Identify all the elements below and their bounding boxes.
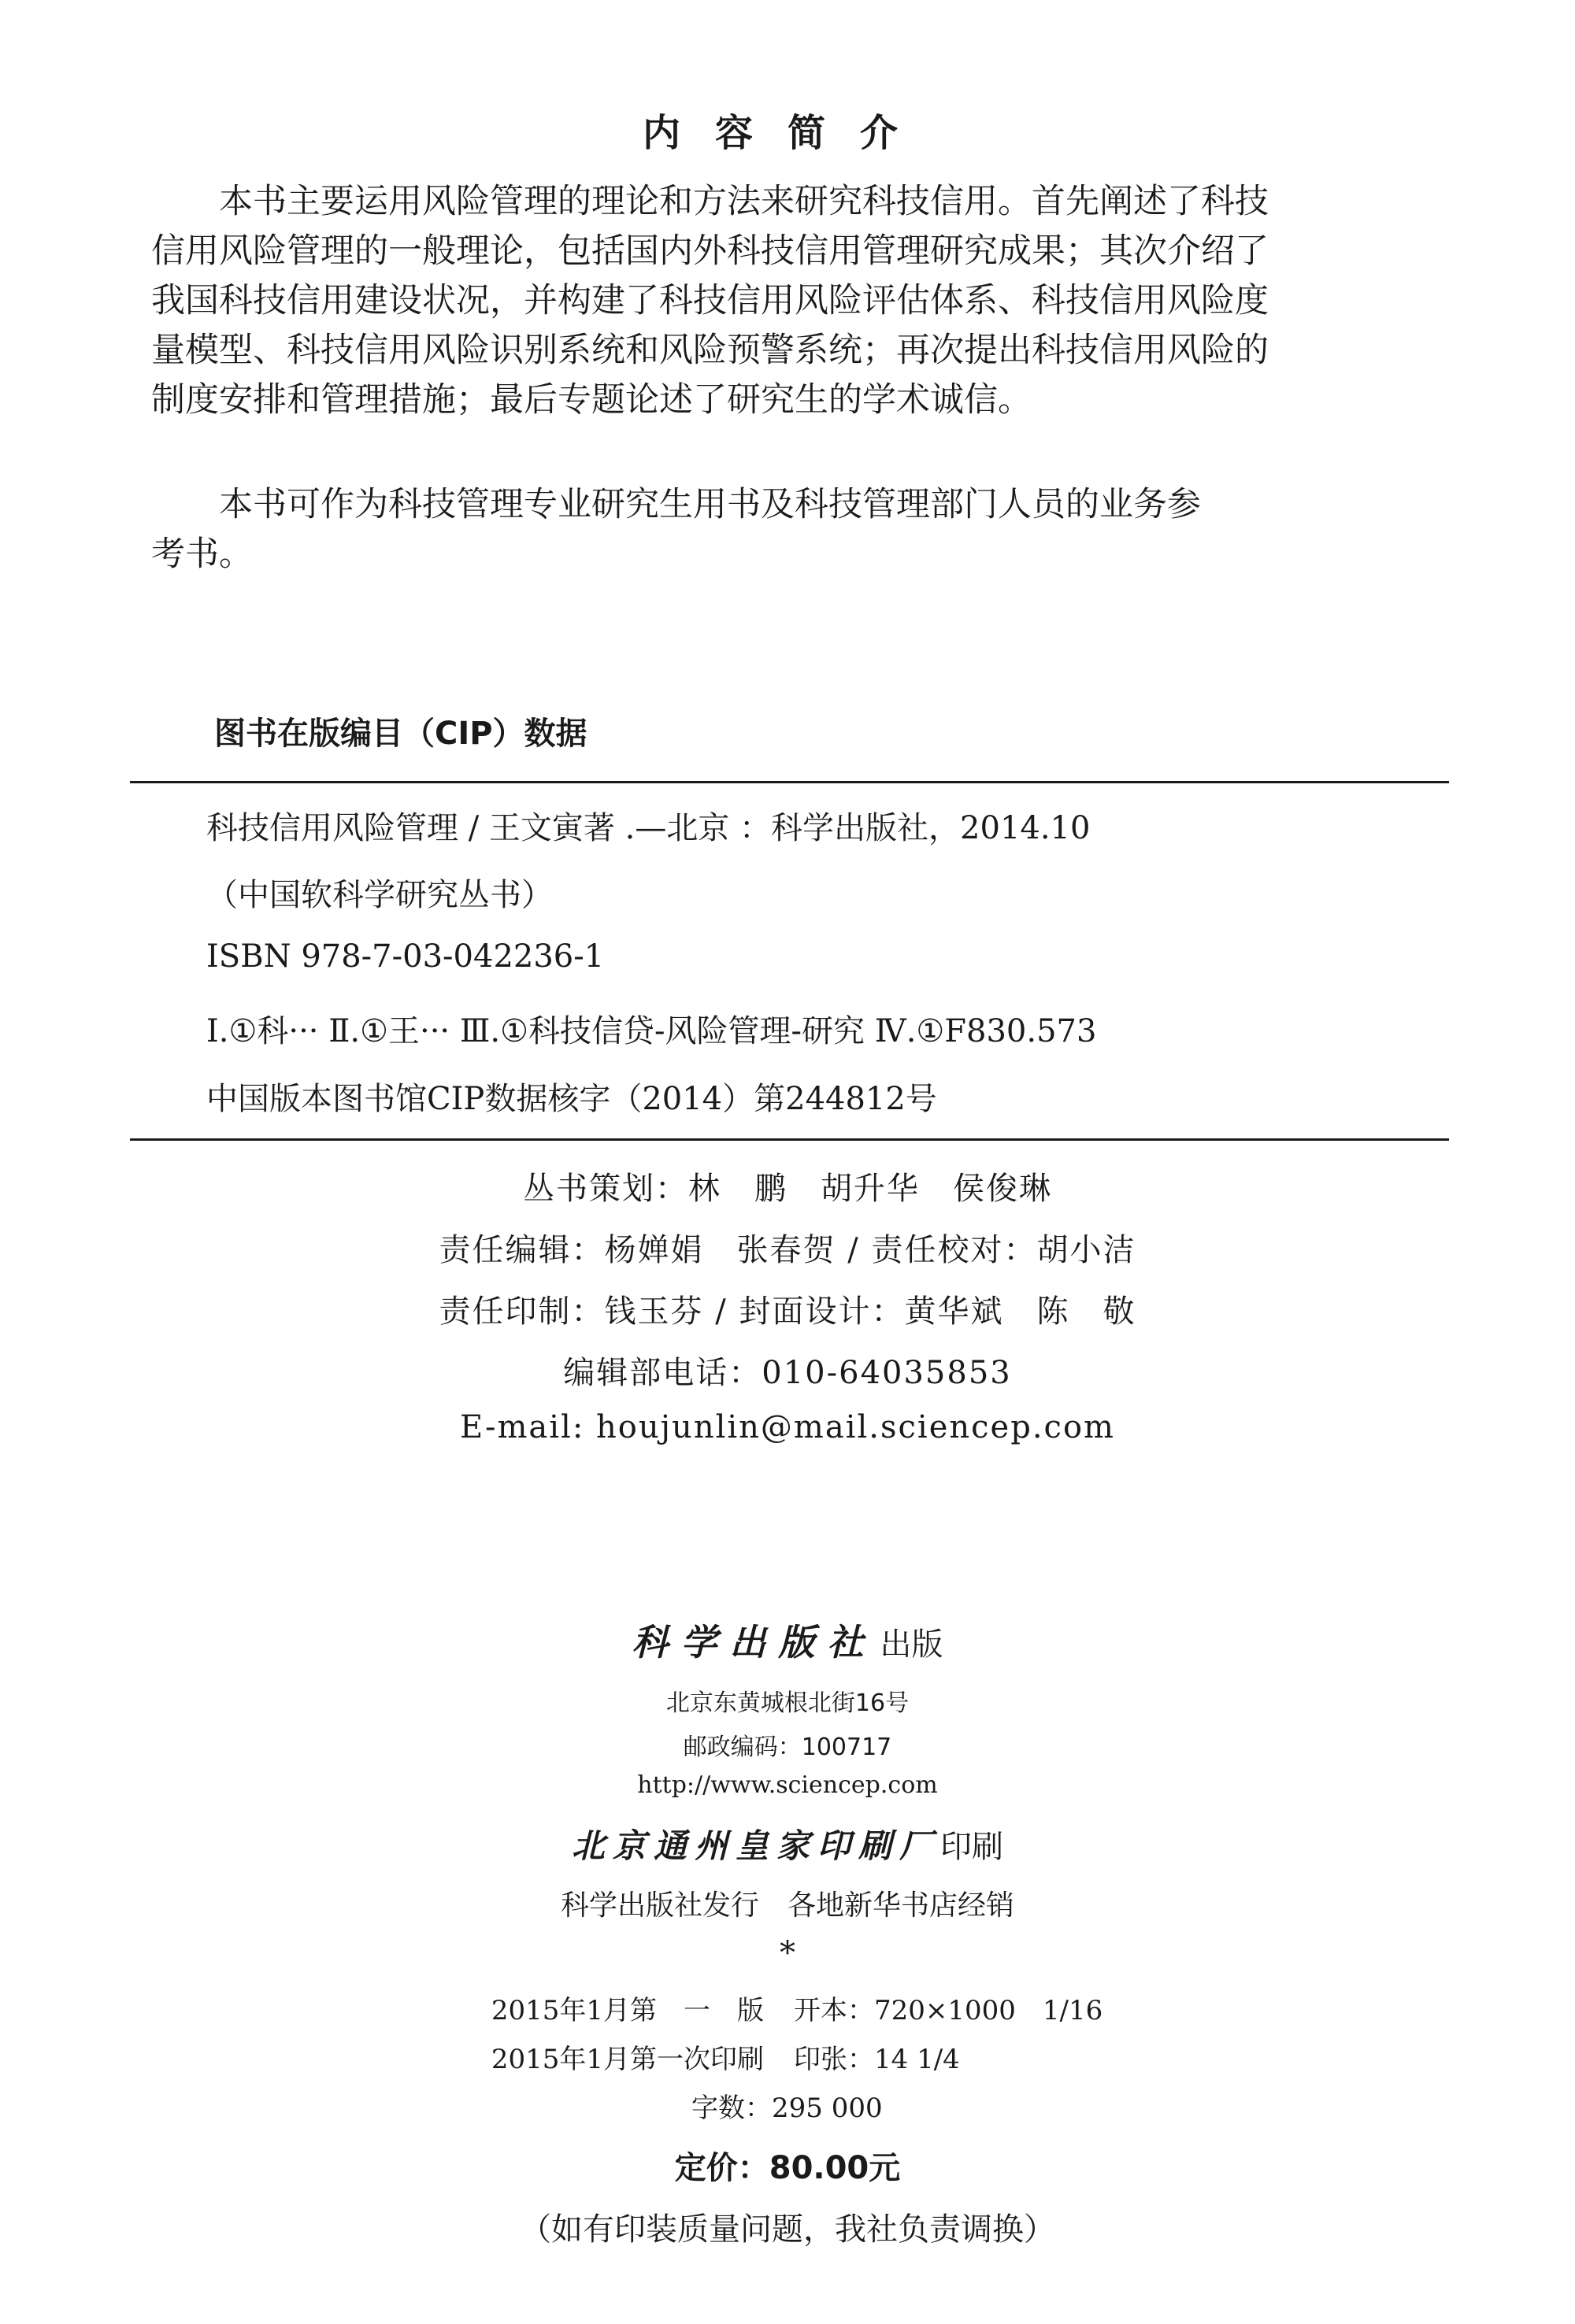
cip-verification: 中国版本图书馆CIP数据核字（2014）第244812号 bbox=[206, 1081, 937, 1117]
intro-line: 本书可作为科技管理专业研究生用书及科技管理部门人员的业务参 bbox=[219, 485, 1201, 524]
cip-title-line: 科技信用风险管理 / 王文寅著 .—北京 ：科学出版社，2014.10 bbox=[206, 810, 1091, 846]
sheets-line: 印张：14 1/4 bbox=[794, 2044, 960, 2075]
editorial-phone: 编辑部电话：010-64035853 bbox=[563, 1355, 1012, 1391]
intro-line: 本书主要运用风险管理的理论和方法来研究科技信用。首先阐述了科技 bbox=[219, 182, 1269, 221]
format-line: 开本：720×1000 1/16 bbox=[794, 1995, 1103, 2026]
page-title: 内容简介 bbox=[642, 111, 932, 155]
intro-line: 量模型、科技信用风险识别系统和风险预警系统；再次提出科技信用风险的 bbox=[151, 331, 1269, 370]
series-planners: 丛书策划：林 鹏 胡升华 侯俊琳 bbox=[523, 1171, 1052, 1207]
edition-line: 2015年1月第 一 版 bbox=[491, 1995, 764, 2026]
word-count: 字数：295 000 bbox=[691, 2093, 883, 2124]
distribution-line: 科学出版社发行 各地新华书店经销 bbox=[560, 1889, 1014, 1922]
printing-line: 2015年1月第一次印刷 bbox=[491, 2044, 764, 2075]
publisher-address: 北京东黄城根北街16号 bbox=[665, 1689, 910, 1717]
intro-line: 考书。 bbox=[151, 535, 253, 574]
cip-top-rule bbox=[130, 781, 1449, 783]
publisher-name: 科学出版社 bbox=[632, 1621, 876, 1663]
printer-suffix: 印刷 bbox=[940, 1829, 1003, 1865]
cip-isbn: ISBN 978-7-03-042236-1 bbox=[206, 938, 605, 975]
editorial-email: E-mail: houjunlin@mail.sciencep.com bbox=[460, 1409, 1115, 1445]
separator-asterisk: * bbox=[780, 1935, 795, 1971]
intro-line: 我国科技信用建设状况，并构建了科技信用风险评估体系、科技信用风险度 bbox=[151, 281, 1269, 320]
cip-classification: Ⅰ.①科··· Ⅱ.①王··· Ⅲ.①科技信贷-风险管理-研究 Ⅳ.①F830.573 bbox=[206, 1013, 1097, 1049]
publisher-line bbox=[0, 1614, 1575, 1666]
publisher-postcode: 邮政编码：100717 bbox=[683, 1734, 892, 1761]
cip-bottom-rule bbox=[130, 1138, 1449, 1141]
printer-name: 北京通州皇家印刷厂 bbox=[571, 1826, 940, 1865]
quality-note: （如有印装质量问题，我社负责调换） bbox=[520, 2211, 1055, 2248]
production-line: 责任印制：钱玉芬 / 封面设计：黄华斌 陈 敬 bbox=[439, 1293, 1136, 1330]
cip-heading: 图书在版编目（CIP）数据 bbox=[214, 716, 587, 752]
printer-line bbox=[0, 1820, 1575, 1867]
publisher-url: http://www.sciencep.com bbox=[637, 1771, 938, 1799]
intro-paragraph-2 bbox=[151, 480, 1435, 579]
editors-line: 责任编辑：杨婵娟 张春贺 / 责任校对：胡小洁 bbox=[439, 1232, 1136, 1268]
intro-line: 信用风险管理的一般理论，包括国内外科技信用管理研究成果；其次介绍了 bbox=[151, 231, 1269, 271]
price: 定价：80.00元 bbox=[674, 2150, 901, 2186]
cip-series-line: （中国软科学研究丛书） bbox=[206, 877, 553, 913]
publisher-suffix: 出版 bbox=[880, 1626, 943, 1663]
intro-paragraph-1 bbox=[151, 177, 1435, 425]
intro-line: 制度安排和管理措施；最后专题论述了研究生的学术诚信。 bbox=[151, 380, 1032, 420]
